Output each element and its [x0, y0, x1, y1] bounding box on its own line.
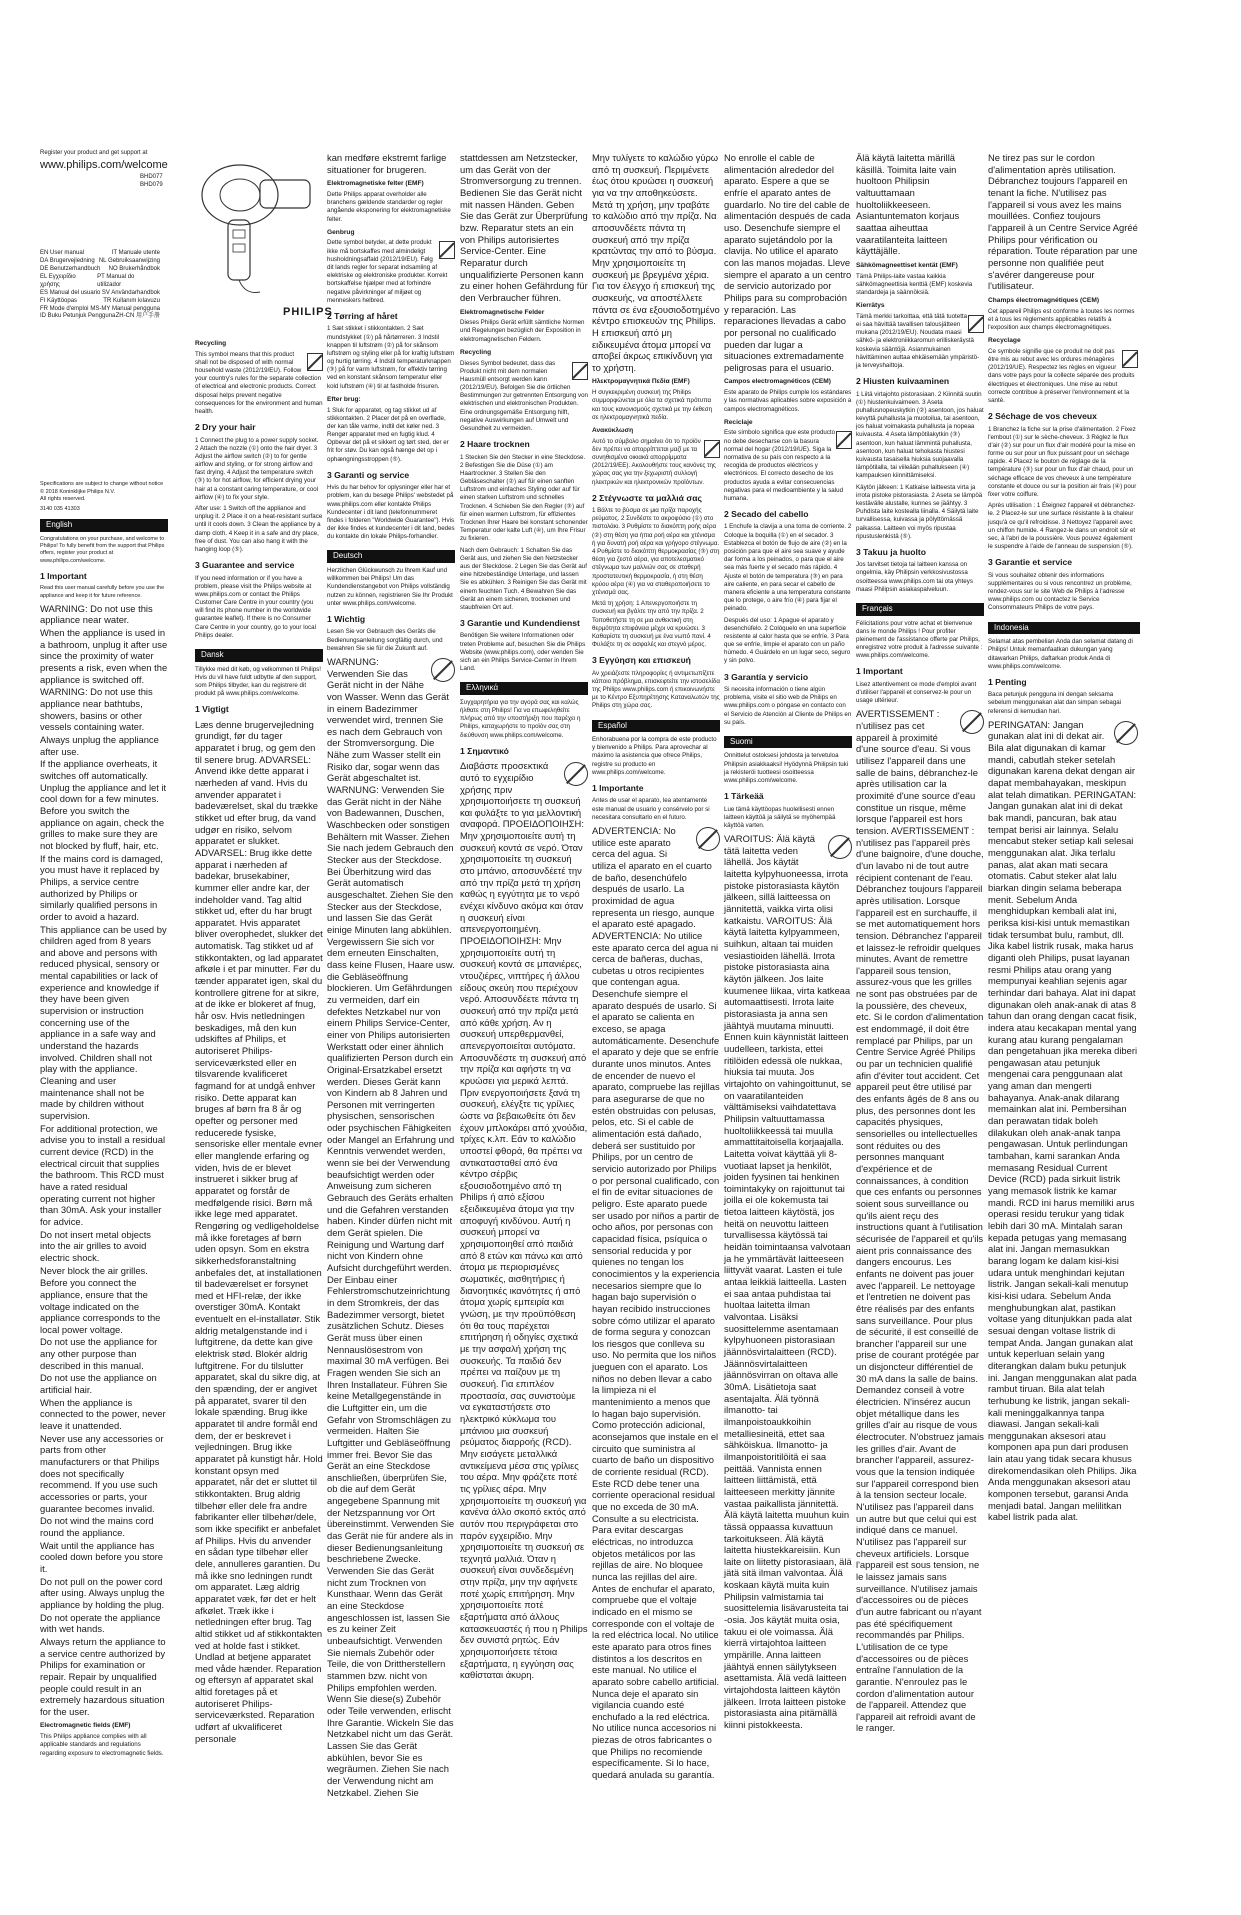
lang-tab-suomi: Suomi	[724, 736, 852, 749]
weee-bin-icon	[307, 353, 323, 371]
column-deutsch-greek: stattdessen am Netzstecker, um das Gerät von der Stromversorgung zu trennen. Bedienen Sie das Gerät nicht mit nassen Händen. Geben Sie das Gerät zur Überprüfung bzw. Reparatur stets an ein von Philips autorisiertes Service-Center. Eine Reparatur durch unqualifizierte Personen kann zu einer hohen Gefährdung für den Verbraucher führen. Elektromagnetische Felder Dieses Philips Gerät erfüllt sämtliche Normen und Regelungen bezüglich der Exposition in elektromagnetischen Feldern. Recycling Dieses Symbol bedeutet, dass das Produkt nicht mit dem normalen Hausmüll entsorgt werden kann (2012/19/EU). Befolgen Sie die örtlichen Bestimmungen zur getrennten Entsorgung von elektrischen und elektronischen Produkten. Eine ordnungsgemäße Entsorgung hilft, negative Auswirkungen auf Umwelt und Gesundheit zu vermeiden. 2 Haare trocknen 1 Stecken Sie den Stecker in eine Steckdose. 2 Befestigen Sie die Düse (①) am Haartrockner. 3 Stellen Sie den Gebläseschalter (②) auf für einen sanften Luftstrom und einfaches Styling oder auf für einen starken Luftstrom und schnelles Trocknen. 4 Schieben Sie den Regler (③) auf für einen warmen Luftstrom, für effizientes Trocknen Ihrer Haare bei konstant schonender Temperatur oder kalte Luft (④), um Ihre Frisur zu fixieren. Nach dem Gebrauch: 1 Schalten Sie das Gerät aus, und ziehen Sie den Netzstecker aus der Steckdose. 2 Legen Sie das Gerät auf eine hitzebeständige Unterlage, und lassen Sie es abkühlen. 3 Reinigen Sie das Gerät mit einem feuchten Tuch. 4 Bewahren Sie das Gerät an einem sicheren, trockenen und staubfreien Ort auf. 3 Garantie und Kundendienst Benötigen Sie weitere Informationen oder treten Probleme auf, besuchen Sie die Philips Website (www.philips.com), oder wenden Sie sich an ein Philips Service-Center in Ihrem Land. Ελληνικά Συγχαρητήρια για την αγορά σας και καλώς ήλθατε στη Philips! Για να επωφεληθείτε πλήρως από την υποστήριξη που παρέχει η Philips, καταχωρήστε το προϊόν σας στη διεύθυνση www.philips.com/welcome. 1 Σημαντικό Διαβάστε προσεκτικά αυτό το εγχειρίδιο χρήσης πριν χρησιμοποιήσετε τη συσκευή και φυλάξτε το για μελλοντική αναφορά. ΠΡΟΕΙΔΟΠΟΙΗΣΗ: Μην χρησιμοποιείτε αυτή τη συσκευή κοντά σε νερό. Όταν χρησιμοποιείτε τη συσκευή στο μπάνιο, αποσυνδέετέ την από την πρίζα μετά τη χρήση καθώς η εγγύτητα με το νερό ενέχει κίνδυνο ακόμα και όταν η συσκευή είναι απενεργοποιημένη. ΠΡΟΕΙΔΟΠΟΙΗΣΗ: Μην χρησιμοποιείτε αυτή τη συσκευή κοντά σε μπανιέρες, ντουζιέρες, νιπτήρες ή άλλου είδους σκεύη που περιέχουν νερό. Αποσυνδέετε πάντα τη συσκευή από την πρίζα μετά από κάθε χρήση. Αν η συσκευή υπερθερμανθεί, απενεργοποιείται αυτόματα. Αποσυνδέστε τη συσκευή από την πρίζα και αφήστε τη να κρυώσει για μερικά λεπτά. Πριν ενεργοποιήσετε ξανά τη συσκευή, ελέγξτε τις γρίλιες ώστε να βεβαιωθείτε ότι δεν έχουν μπλοκάρει από χνούδια, τρίχες κ.λπ. Εάν το καλώδιο υποστεί φθορά, θα πρέπει να αντικατασταθεί από ένα κέντρο σέρβις εξουσιοδοτημένο από τη Philips ή από εξίσου εξειδικευμένα άτομα για την αποφυγή κινδύνου. Αυτή η συσκευή μπορεί να χρησιμοποιηθεί από παιδιά από 8 ετών και πάνω και από άτομα με περιορισμένες σωματικές, αισθητήριες ή διανοητικές ικανότητες ή από άτομα χωρίς εμπειρία και γνώση, με την προϋπόθεση ότι θα τους παρέχεται επιτήρηση ή οδηγίες σχετικά με την ασφαλή χρήση της συσκευής. Τα παιδιά δεν πρέπει να παίζουν με τη συσκευή. Για επιπλέον προστασία, σας συνιστούμε να εγκαταστήσετε στο ηλεκτρικό κύκλωμα του μπάνιου μια συσκευή ρεύματος διαρροής (RCD). Μην εισάγετε μεταλλικά αντικείμενα μέσα στις γρίλιες του αέρα. Μην φράζετε ποτέ τις γρίλιες αέρα. Μην χρησιμοποιείτε τη συσκευή για κανένα άλλο σκοπό εκτός από αυτόν που περιγράφεται στο παρόν εγχειρίδιο. Μην χρησιμοποιείτε τη συσκευή σε τεχνητά μαλλιά. Όταν η συσκευή είναι συνδεδεμένη στην πρίζα, μην την αφήνετε ποτέ χωρίς επιτήρηση. Μην χρησιμοποιείτε ποτέ εξαρτήματα από άλλους κατασκευαστές ή που η Philips δεν συνιστά ρητώς. Εάν χρησιμοποιήσετε τέτοια εξαρτήματα, η εγγύηση σας καθίσταται άκυρη.	[460, 152, 588, 1681]
lang-tab-dansk: Dansk	[195, 649, 323, 662]
register-text: Register your product and get support at	[40, 150, 148, 156]
lang-tab-francais: Français	[856, 603, 984, 616]
no-water-icon	[431, 658, 455, 682]
no-water-icon	[696, 827, 720, 851]
section-heading: 1 Important	[40, 570, 87, 581]
welcome-url[interactable]: www.philips.com/welcome	[40, 158, 168, 171]
column-english: Register your product and get support at www.philips.com/welcome BHD077 BHD079 EN User manual IT Manuale utente DA Brugervejledning NL Gebruiksaanwijzing DE Benutzerhandbuch NO Brukerhåndbok EL Εγχειρίδιο χρήσης PT Manual do utilizador ES Manual del usuario SV Användarhandbok FI Käyttöopas TR Kullanım kılavuzu FR Mode d'emploi MS-MY Manual pengguna ID Buku Petunjuk Pengguna ZH-CN 用户手册 Specifications are subject to change without notice © 2018 Koninklijke Philips N.V. All rights reserved. 3140 035 41303 English Congratulations on your purchase, and welcome to Philips! To fully benefit from the support that Philips offers, register your product at www.philips.com/welcome. 1 Important Read this user manual carefully before you use the appliance and keep it for future reference. WARNING: Do not use this appliance near water. When the appliance is used in a bathroom, unplug it after use since the proximity of water presents a risk, even when the appliance is switched off. WARNING: Do not use this appliance near bathtubs, showers, basins or other vessels containing water. Always unplug the appliance after use. If the appliance overheats, it switches off automatically. Unplug the appliance and let it cool down for a few minutes. Before you switch the appliance on again, check the grilles to make sure they are not blocked by fluff, hair, etc. If the mains cord is damaged, you must have it replaced by Philips, a service centre authorized by Philips or similarly qualified persons in order to avoid a hazard. This appliance can be used by children aged from 8 years and above and persons with reduced physical, sensory or mental capabilities or lack of experience and knowledge if they have been given supervision or instruction concerning use of the appliance in a safe way and understand the hazards involved. Children shall not play with the appliance. Cleaning and user maintenance shall not be made by children without supervision. For additional protection, we advise you to install a residual current device (RCD) in the electrical circuit that supplies the bathroom. This RCD must have a rated residual operating current not higher than 30mA. Ask your installer for advice. Do not insert metal objects into the air grilles to avoid electric shock. Never block the air grilles. Before you connect the appliance, ensure that the voltage indicated on the appliance corresponds to the local power voltage. Do not use the appliance for any other purpose than described in this manual. Do not use the appliance on artificial hair. When the appliance is connected to the power, never leave it unattended. Never use any accessories or parts from other manufacturers or that Philips does not specifically recommend. If you use such accessories or parts, your guarantee becomes invalid. Do not wind the mains cord round the appliance. Wait until the appliance has cooled down before you store it. Do not pull on the power cord after using. Always unplug the appliance by holding the plug. Do not operate the appliance with wet hands. Always return the appliance to a service centre authorized by Philips for examination or repair. Repair by unqualified people could result in an extremely hazardous situation for the user. Electromagnetic fields (EMF) This Philips appliance complies with all applicable standards and regulations regarding exposure to electromagnetic fields.	[40, 150, 168, 1757]
model-number: BHD079	[140, 182, 163, 189]
column-finnish-french: Älä käytä laitetta märillä käsillä. Toimita laite vain huoltoon Philipsin valtuuttamaan huoltoliikkeeseen. Asiantuntematon korjaus saattaa aiheuttaa vaaratilanteita laitteen käyttäjälle. Sähkömagneettiset kentät (EMF) Tämä Philips-laite vastaa kaikkia sähkömagneettisia kenttiä (EMF) koskevia standardeja ja säännöksiä. Kierrätys Tämä merkki tarkoittaa, että tätä tuotetta ei saa hävittää tavallisen talousjätteen mukana (2012/19/EU). Noudata maasi sähkö- ja elektroniikkaromun erilliskeräystä koskevia sääntöjä. Asianmukainen hävittäminen auttaa ehkäisemään ympäristö- ja terveyshaittoja. 2 Hiusten kuivaaminen 1 Liitä virtajohto pistorasiaan. 2 Kiinnitä suutin (①) hiustenkuivaimeen. 3 Aseta puhallusnopeuskytkin (②) asentoon, jos haluat kevyttä puhallusta ja muotoilua, tai asentoon, jos haluat voimakasta puhallusta ja nopeaa kuivausta. 4 Aseta lämpötilakytkin (③) asentoon, kun haluat lämmintä puhallusta, asentoon, kun haluat tehokasta hiustesi kuivausta tasaisella hiuksia suojaavalla lämpötilalla, tai viileään puhallukseen (④) kampauksen kiinnittämiseksi. Käytön jälkeen: 1 Katkaise laitteesta virta ja irrota pistoke pistorasiasta. 2 Aseta se lämpöä kestävälle alustalle, kunnes se jäähtyy. 3 Puhdista laite kostealla liinalla. 4 Säilytä laite turvallisessa, kuivassa ja pölyttömässä paikassa. Laitteen voi myös ripustaa ripustuslenkistä (⑤). 3 Takuu ja huolto Jos tarvitset tietoja tai laitteen kanssa on ongelmia, käy Philipsin verkkosivustossa osoitteessa www.philips.com tai ota yhteys maasi Philipsin asiakaspalveluun. Français Félicitations pour votre achat et bienvenue dans le monde Philips ! Pour profiter pleinement de l'assistance offerte par Philips, enregistrez votre produit à l'adresse suivante : www.philips.com/welcome. 1 Important Lisez attentivement ce mode d'emploi avant d'utiliser l'appareil et conservez-le pour un usage ultérieur. AVERTISSEMENT : n'utilisez pas cet appareil à proximité d'une source d'eau. Si vous utilisez l'appareil dans une salle de bains, débranchez-le après utilisation car la proximité d'une source d'eau constitue un risque, même lorsque l'appareil est hors tension. AVERTISSEMENT : n'utilisez pas l'appareil près d'une baignoire, d'une douche, d'un lavabo ni de tout autre récipient contenant de l'eau. Débranchez toujours l'appareil après utilisation. Lorsque l'appareil est en surchauffe, il se met automatiquement hors tension. Débranchez l'appareil et laissez-le refroidir quelques minutes. Avant de remettre l'appareil sous tension, assurez-vous que les grilles ne sont pas obstruées par de la poussière, des cheveux, etc. Si le cordon d'alimentation est endommagé, il doit être remplacé par Philips, par un Centre Service Agréé Philips ou par un technicien qualifié afin d'éviter tout accident. Cet appareil peut être utilisé par des enfants âgés de 8 ans ou plus, des personnes dont les capacités physiques, sensorielles ou intellectuelles sont réduites ou des personnes manquant d'expérience et de connaissances, à condition que ces enfants ou personnes soient sous surveillance ou qu'ils aient reçu des instructions quant à l'utilisation sécurisée de l'appareil et qu'ils aient pris connaissance des dangers encourus. Les enfants ne doivent pas jouer avec l'appareil. Le nettoyage et l'entretien ne doivent pas être réalisés par des enfants sans surveillance. Pour plus de sécurité, il est conseillé de brancher l'appareil sur une prise de courant protégée par un disjoncteur différentiel de 30 mA dans la salle de bains. Demandez conseil à votre électricien. N'insérez aucun objet métallique dans les grilles d'air au risque de vous électrocuter. N'obstruez jamais les grilles d'air. Avant de brancher l'appareil, assurez-vous que la tension indiquée sur l'appareil correspond bien à la tension secteur locale. N'utilisez pas l'appareil dans un autre but que celui qui est indiqué dans ce manuel. N'utilisez pas l'appareil sur cheveux artificiels. Lorsque l'appareil est sous tension, ne le laissez jamais sans surveillance. N'utilisez jamais d'accessoires ou de pièces d'un autre fabricant ou n'ayant pas été spécifiquement recommandés par Philips. L'utilisation de ce type d'accessoires ou de pièces entraîne l'annulation de la garantie. N'enroulez pas le cordon d'alimentation autour de l'appareil. Attendez que l'appareil ait refroidi avant de le ranger.	[856, 152, 984, 1734]
language-index: EN User manual IT Manuale utente DA Brugervejledning NL Gebruiksaanwijzing DE Benutzerhandbuch NO Brukerhåndbok EL Εγχειρίδιο χρήσης PT Manual do utilizador ES Manual del usuario SV Användarhandbok FI Käyttöopas TR Kullanım kılavuzu FR Mode d'emploi MS-MY Manual pengguna ID Buku Petunjuk Pengguna ZH-CN 用户手册	[40, 250, 160, 320]
weee-bin-icon	[572, 362, 588, 380]
column-greek-spanish: Μην τυλίγετε το καλώδιο γύρω από τη συσκευή. Περιμένετε έως ότου κρυώσει η συσκευή για να την αποθηκεύσετε. Μετά τη χρήση, μην τραβάτε το καλώδιο από την πρίζα. Να αποσυνδέετε πάντα τη συσκευή από την πρίζα κρατώντας την από το βύσμα. Μην χρησιμοποιείτε τη συσκευή με βρεγμένα χέρια. Για τον έλεγχο ή επισκευή της συσκευής, να αποστέλλετε πάντα σε ένα εξουσιοδοτημένο κέντρο επισκευών της Philips. Η επισκευή από μη ειδικευμένα άτομα μπορεί να αποβεί άκρως επικίνδυνη για το χρήστη. Ηλεκτρομαγνητικά Πεδία (EMF) Η συγκεκριμένη συσκευή της Philips συμμορφώνεται με όλα τα σχετικά πρότυπα και τους κανονισμούς σχετικά με την έκθεση σε ηλεκτρομαγνητικά πεδία. Ανακύκλωση Αυτό το σύμβολο σημαίνει ότι το προϊόν δεν πρέπει να απορρίπτεται μαζί με τα συνηθισμένα οικιακά απορρίμματα (2012/19/ΕΕ). Ακολουθήστε τους κανόνες της χώρας σας για την ξεχωριστή συλλογή ηλεκτρικών και ηλεκτρονικών προϊόντων. 2 Στέγνωστε τα μαλλιά σας 1 Βάλτε το βύσμα σε μια πρίζα παροχής ρεύματος. 2 Συνδέστε το ακροφύσιο (①) στο πιστολάκι. 3 Ρυθμίστε το διακόπτη ροής αέρα (②) στη θέση για ήπια ροή αέρα και χτένισμα ή για δυνατή ροή αέρα και γρήγορο στέγνωμα. 4 Ρυθμίστε το διακόπτη θερμοκρασίας (③) στη θέση για ζεστό αέρα, για αποτελεσματικό στέγνωμα των μαλλιών σας σε σταθερή προστατευτική θερμοκρασία, ή στη θέση κρύου αέρα (④) για να σταθεροποιήσετε το χτένισμά σας. Μετά τη χρήση: 1 Απενεργοποιήστε τη συσκευή και βγάλτε την από την πρίζα. 2 Τοποθετήστε τη σε μια ανθεκτική στη θερμότητα επιφάνεια μέχρι να κρυώσει. 3 Καθαρίστε τη συσκευή με ένα νωπό πανί. 4 Φυλάξτε τη σε ασφαλές και στεγνό μέρος. 3 Εγγύηση και επισκευή Αν χρειάζεστε πληροφορίες ή αντιμετωπίζετε κάποιο πρόβλημα, επισκεφτείτε την ιστοσελίδα της Philips www.philips.com ή επικοινωνήστε με το Κέντρο Εξυπηρέτησης Καταναλωτών της Philips στη χώρα σας. Español Enhorabuena por la compra de este producto y bienvenido a Philips. Para aprovechar al máximo la asistencia que ofrece Philips, registre su producto en www.philips.com/welcome. 1 Importante Antes de usar el aparato, lea atentamente este manual de usuario y consérvelo por si necesitara consultarlo en el futuro. ADVERTENCIA: No utilice este aparato cerca del agua. Si utiliza el aparato en el cuarto de baño, desenchúfelo después de usarlo. La proximidad de agua representa un riesgo, aunque el aparato esté apagado. ADVERTENCIA: No utilice este aparato cerca del agua ni cerca de bañeras, duchas, cubetas u otros recipientes que contengan agua. Desenchufe siempre el aparato después de usarlo. Si el aparato se calienta en exceso, se apaga automáticamente. Desenchufe el aparato y deje que se enfríe durante unos minutos. Antes de encender de nuevo el aparato, compruebe las rejillas para asegurarse de que no estén obstruidas con pelusas, pelos, etc. Si el cable de alimentación está dañado, deberá ser sustituido por Philips, por un centro de servicio autorizado por Philips o por personal cualificado, con el fin de evitar situaciones de peligro. Este aparato puede ser usado por niños a partir de ocho años, por personas con capacidad física, psíquica o sensorial reducida y por quienes no tengan los conocimientos y la experiencia necesarios siempre que lo hagan bajo supervisión o hayan recibido instrucciones sobre cómo utilizar el aparato de forma segura y conozcan los riesgos que conlleva su uso. No permita que los niños jueguen con el aparato. Los niños no deben llevar a cabo la limpieza ni el mantenimiento a menos que lo hagan bajo supervisión. Como protección adicional, aconsejamos que instale en el circuito que suministra al cuarto de baño un dispositivo de corriente residual (RCD). Este RCD debe tener una corriente operacional residual que no exceda de 30 mA. Consulte a su electricista. Para evitar descargas eléctricas, no introduzca objetos metálicos por las rejillas de aire. No bloquee nunca las rejillas del aire. Antes de enchufar el aparato, compruebe que el voltaje indicado en el mismo se corresponde con el voltaje de la red eléctrica local. No utilice este aparato para otros fines distintos a los descritos en este manual. No utilice el aparato sobre cabello artificial. Nunca deje el aparato sin vigilancia cuando esté enchufado a la red eléctrica. No utilice nunca accesorios ni piezas de otros fabricantes o que Philips no recomiende específicamente. Si lo hace, quedará anulada su garantía.	[592, 152, 720, 1781]
column-dansk-deutsch: kan medføre ekstremt farlige situationer for brugeren. Elektromagnetiske felter (EMF) Dette Philips apparat overholder alle branchens gældende standarder og regler angående eksponering for elektromagnetiske felter. Genbrug Dette symbol betyder, at dette produkt ikke må bortskaffes med almindeligt husholdningsaffald (2012/19/EU). Følg dit lands regler for separat indsamling af elektriske og elektroniske produkter. Korrekt bortskaffelse hjælper med at forhindre negative påvirkninger af miljøet og menneskers helbred. 2 Tørring af håret 1 Sæt stikket i stikkontakten. 2 Sæt mundstykket (①) på hårtørreren. 3 Indstil knappen til luftstrøm (②) på for skånsom luftstrøm og styling eller på for kraftig luftstrøm og hurtig tørring. 4 Indstil temperaturknappen (③) på for varm luftstrøm, for effektiv tørring ved en konstant skånsom temperatur eller kold luftstrøm (④) til at fastholde frisuren. Efter brug: 1 Sluk for apparatet, og tag stikket ud af stikkontakten. 2 Placer det på en overflade, der kan tåle varme, indtil det køler ned. 3 Rengør apparatet med en fugtig klud. 4 Opbevar det på et sikkert og tørt sted, der er frit for støv. Du kan også hænge det op i ophængningsstroppen (⑤). 3 Garanti og service Hvis du har behov for oplysninger eller har et problem, kan du besøge Philips' webstedet på www.philips.com eller kontakte Philips Kundecenter i dit land (telefonnummeret findes i folderen "Worldwide Guarantee"). Hvis der ikke findes et kundecenter i dit land, bedes du kontakte din lokale Philips-forhandler. Deutsch Herzlichen Glückwunsch zu Ihrem Kauf und willkommen bei Philips! Um das Kundendienstangebot von Philips vollständig nutzen zu können, registrieren Sie Ihr Produkt unter www.philips.com/welcome. 1 Wichtig Lesen Sie vor Gebrauch des Geräts die Bedienungsanleitung sorgfältig durch, und bewahren Sie sie für die Zukunft auf. WARNUNG: Verwenden Sie das Gerät nicht in der Nähe von Wasser. Wenn das Gerät in einem Badezimmer verwendet wird, trennen Sie es nach dem Gebrauch von der Stromversorgung. Die Nähe zum Wasser stellt ein Risiko dar, sogar wenn das Gerät abgeschaltet ist. WARNUNG: Verwenden Sie das Gerät nicht in der Nähe von Badewannen, Duschen, Waschbecken oder sonstigen Behältern mit Wasser. Ziehen Sie nach jedem Gebrauch den Stecker aus der Steckdose. Bei Überhitzung wird das Gerät automatisch ausgeschaltet. Ziehen Sie den Stecker aus der Steckdose, und lassen Sie das Gerät einige Minuten lang abkühlen. Vergewissern Sie sich vor dem erneuten Einschalten, dass keine Flusen, Haare usw. die Gebläseöffnung blockieren. Um Gefährdungen zu vermeiden, darf ein defektes Netzkabel nur von einem Philips Service-Center, einer von Philips autorisierten Werkstatt oder einer ähnlich qualifizierten Person durch ein Original-Ersatzkabel ersetzt werden. Dieses Gerät kann von Kindern ab 8 Jahren und Personen mit verringerten physischen, sensorischen oder psychischen Fähigkeiten oder Mangel an Erfahrung und Kenntnis verwendet werden, wenn sie bei der Verwendung beaufsichtigt werden oder Anweisung zum sicheren Gebrauch des Geräts erhalten und die Gefahren verstanden haben. Kinder dürfen nicht mit dem Gerät spielen. Die Reinigung und Wartung darf nicht von Kindern ohne Aufsicht durchgeführt werden. Der Einbau einer Fehlerstromschutzeinrichtung in dem Stromkreis, der das Badezimmer versorgt, bietet zusätzlichen Schutz. Dieses Gerät muss über einen Nennauslösestrom von maximal 30 mA verfügen. Bei Fragen wenden Sie sich an Ihren Installateur. Führen Sie keine Metallgegenstände in die Luftgitter ein, um die Gefahr von Stromschlägen zu vermeiden. Halten Sie Luftgitter und Gebläseöffnung immer frei. Bevor Sie das Gerät an eine Steckdose anschließen, überprüfen Sie, ob die auf dem Gerät angegebene Spannung mit der Netzspannung vor Ort übereinstimmt. Verwenden Sie das Gerät nie für andere als in dieser Bedienungsanleitung beschriebene Zwecke. Verwenden Sie das Gerät nicht zum Trocknen von Kunsthaar. Wenn das Gerät an eine Steckdose angeschlossen ist, lassen Sie es zu keiner Zeit unbeaufsichtigt. Verwenden Sie niemals Zubehör oder Teile, die von Drittherstellern stammen bzw. nicht von Philips empfohlen werden. Wenn Sie diese(s) Zubehör oder Teile verwenden, erlischt Ihre Garantie. Wickeln Sie das Netzkabel nicht um das Gerät. Lassen Sie das Gerät abkühlen, bevor Sie es wegräumen. Ziehen Sie nach der Verwendung nicht am Netzkabel. Ziehen Sie	[327, 152, 455, 1798]
hair-dryer-illustration	[200, 160, 320, 320]
weee-bin-icon	[439, 241, 455, 259]
lang-tab-english: English	[40, 519, 168, 532]
weee-bin-icon	[704, 440, 720, 458]
lang-tab-greek: Ελληνικά	[460, 682, 588, 695]
lang-tab-deutsch: Deutsch	[327, 550, 455, 563]
lang-tab-espanol: Español	[592, 720, 720, 733]
column-french-indonesian: Ne tirez pas sur le cordon d'alimentation après utilisation. Débranchez toujours l'appareil en tenant la fiche. N'utilisez pas l'appareil si vous avez les mains mouillées. Confiez toujours l'appareil à un Centre Service Agréé Philips pour vérification ou réparation. Toute réparation par une personne non qualifiée peut s'avérer dangereuse pour l'utilisateur. Champs électromagnétiques (CEM) Cet appareil Philips est conforme à toutes les normes et à tous les règlements applicables relatifs à l'exposition aux champs électromagnétiques. Recyclage Ce symbole signifie que ce produit ne doit pas être mis au rebut avec les ordures ménagères (2012/19/UE). Respectez les règles en vigueur dans votre pays pour la collecte séparée des produits électriques et électroniques. Une mise au rebut correcte contribue à préserver l'environnement et la santé. 2 Séchage de vos cheveux 1 Branchez la fiche sur la prise d'alimentation. 2 Fixez l'embout (①) sur le sèche-cheveux. 3 Réglez le flux d'air (②) sur pour un flux d'air modéré pour la mise en forme ou sur pour un flux puissant pour un séchage rapide. 4 Placez le bouton de réglage de la température (③) sur pour un flux d'air chaud, pour un séchage efficace de vos cheveux à une température constante et douce ou sur la position air frais (④) pour fixer votre coiffure. Après utilisation : 1 Éteignez l'appareil et débranchez-le. 2 Placez-le sur une surface résistante à la chaleur jusqu'à ce qu'il refroidisse. 3 Nettoyez l'appareil avec un chiffon humide. 4 Rangez-le dans un endroit sûr et sec, à l'abri de la poussière. Vous pouvez également le suspendre à l'aide de l'anneau de suspension (⑤). 3 Garantie et service Si vous souhaitez obtenir des informations supplémentaires ou si vous rencontrez un problème, rendez-vous sur le site Web de Philips à l'adresse www.philips.com ou contactez le Service Consommateurs Philips de votre pays. Indonesia Selamat atas pembelian Anda dan selamat datang di Philips! Untuk memanfaatkan dukungan yang ditawarkan Philips, daftarkan produk Anda di www.philips.com/welcome. 1 Penting Baca petunjuk pengguna ini dengan seksama sebelum menggunakan alat dan simpan sebagai referensi di kemudian hari. PERINGATAN: Jangan gunakan alat ini di dekat air. Bila alat digunakan di kamar mandi, cabutlah steker setelah digunakan karena dekat dengan air dapat membahayakan, meskipun alat telah dimatikan. PERINGATAN: Jangan gunakan alat ini di dekat bak mandi, pancuran, bak atau tempat berisi air lainnya. Selalu mencabut steker setiap kali selesai menggunakan alat. Jika terlalu panas, alat akan mati secara otomatis. Cabut steker alat lalu biarkan dingin selama beberapa menit. Sebelum Anda menghidupkan kembali alat ini, periksa kisi-kisi untuk memastikan tidak tersumbat bulu, rambut, dll. Jika kabel listrik rusak, maka harus diganti oleh Philips, pusat layanan resmi Philips atau orang yang mempunyai keahlian sejenis agar terhindar dari bahaya. Alat ini dapat digunakan oleh anak-anak di atas 8 tahun dan orang dengan cacat fisik, indera atau kecakapan mental yang kurang atau kurang pengalaman dan pengetahuan jika mereka diberi pengawasan atau petunjuk mengenai cara penggunaan alat yang aman dan mengerti bahayanya. Anak-anak dilarang memainkan alat ini. Pembersihan dan perawatan tidak boleh dilakukan oleh anak-anak tanpa pengawasan. Untuk perlindungan tambahan, kami sarankan Anda memasang Residual Current Device (RCD) pada sirkuit listrik yang memasok listrik ke kamar mandi. RCD ini harus memiliki arus operasi residu terukur yang tidak lebih dari 30 mA. Mintalah saran kepada petugas yang memasang alat ini. Jangan memasukkan barang logam ke dalam kisi-kisi udara untuk menghindari kejutan listrik. Jangan sekali-kali menutup kisi-kisi udara. Sebelum Anda menghubungkan alat, pastikan voltase yang ditunjukkan pada alat sesuai dengan voltase listrik di tempat Anda. Jangan gunakan alat untuk keperluan selain yang diterangkan dalam buku petunjuk ini. Jangan menggunakan alat pada rambut tiruan. Bila alat telah terhubung ke listrik, jangan sekali-kali meninggalkannya tanpa diawasi. Jangan sekali-kali menggunakan aksesori atau komponen apa pun dari produsen lain atau yang tidak secara khusus direkomendasikan oleh Philips. Jika Anda menggunakan aksesori atau komponen tersebut, garansi Anda menjadi batal. Jangan melilitkan kabel listrik pada alat.	[988, 152, 1138, 1732]
warning-list: WARNING: Do not use this appliance near water. When the appliance is used in a bathroom, unplug it after use since the proximity of water presents a risk, even when the appliance is switched off. WARNING: Do not use this appliance near bathtubs, showers, basins or other vessels containing water. Always unplug the appliance after use. If the appliance overheats, it switches off automatically. Unplug the appliance and let it cool down for a few minutes. Before you switch the appliance on again, check the grilles to make sure they are not blocked by fluff, hair, etc. If the mains cord is damaged, you must have it replaced by Philips, a service centre authorized by Philips or similarly qualified persons in order to avoid a hazard. This appliance can be used by children aged from 8 years and above and persons with reduced physical, sensory or mental capabilities or lack of experience and knowledge if they have been given supervision or instruction concerning use of the appliance in a safe way and understand the hazards involved. Children shall not play with the appliance. Cleaning and user maintenance shall not be made by children without supervision. For additional protection, we advise you to install a residual current device (RCD) in the electrical circuit that supplies the bathroom. This RCD must have a rated residual operating current not higher than 30mA. Ask your installer for advice. Do not insert metal objects into the air grilles to avoid electric shock. Never block the air grilles. Before you connect the appliance, ensure that the voltage indicated on the appliance corresponds to the local power voltage. Do not use the appliance for any other purpose than described in this manual. Do not use the appliance on artificial hair. When the appliance is connected to the power, never leave it unattended. Never use any accessories or parts from other manufacturers or that Philips does not specifically recommend. If you use such accessories or parts, your guarantee becomes invalid. Do not wind the mains cord round the appliance. Wait until the appliance has cooled down before you store it. Do not pull on the power cord after using. Always unplug the appliance by holding the plug. Do not operate the appliance with wet hands. Always return the appliance to a service centre authorized by Philips for examination or repair. Repair by unqualified people could result in an extremely hazardous situation for the user.	[40, 602, 168, 1717]
weee-bin-icon	[968, 315, 984, 333]
philips-logo: PHILIPS	[283, 306, 333, 318]
column-spanish-finnish: No enrolle el cable de alimentación alrededor del aparato. Espere a que se enfríe el aparato antes de guardarlo. No tire del cable de alimentación después de cada uso. Desenchufe siempre el aparato sujetándolo por la clavija. No utilice el aparato con las manos mojadas. Lleve siempre el aparato a un centro de servicio autorizado por Philips para su comprobación y reparación. Las reparaciones llevadas a cabo por personal no cualificado pueden dar lugar a situaciones extremadamente peligrosas para el usuario. Campos electromagnéticos (CEM) Este aparato de Philips cumple los estándares y las normativas aplicables sobre exposición a campos electromagnéticos. Reciclaje Este símbolo significa que este producto no debe desecharse con la basura normal del hogar (2012/19/UE). Siga la normativa de su país con respecto a la recogida de productos eléctricos y electrónicos. El correcto desecho de los productos ayuda a evitar consecuencias negativas para el medioambiente y la salud humana. 2 Secado del cabello 1 Enchufe la clavija a una toma de corriente. 2 Coloque la boquilla (①) en el secador. 3 Establezca el botón de flujo de aire (②) en la posición para que el aire sea suave y ayude dar forma a los peinados, o para que el aire sea más fuerte y el secado más rápido. 4 Ajuste el botón de temperatura (③) en para aire caliente, en para secar el cabello de manera eficiente a una temperatura constante que lo protege, o aire frío (④) para fijar el peinado. Después del uso: 1 Apague el aparato y desenchúfelo. 2 Colóquelo en una superficie resistente al calor hasta que se enfríe. 3 Para que se enfríe, limpie el aparato con un paño húmedo. 4 Guárdelo en un lugar seco, seguro y sin polvo. 3 Garantía y servicio Si necesita información o tiene algún problema, visite el sitio web de Philips en www.philips.com o póngase en contacto con el Servicio de Atención al Cliente de Philips en su país. Suomi Onnittelut ostoksesi johdosta ja tervetuloa Philipsin asiakkaaksi! Hyödynnä Philipsin tuki ja rekisteröi tuotteesi osoitteessa www.philips.com/welcome. 1 Tärkeää Lue tämä käyttöopas huolellisesti ennen laitteen käyttöä ja säilytä se myöhempää käyttöä varten. VAROITUS: Älä käytä tätä laitetta veden lähellä. Jos käytät laitetta kylpyhuoneessa, irrota pistoke pistorasiasta käytön jälkeen, sillä laitteessa on jännitettä, vaikka virta olisi katkaistu. VAROITUS: Älä käytä laitetta kylpyammeen, suihkun, altaan tai muiden vesiastioiden lähellä. Irrota pistoke pistorasiasta aina käytön jälkeen. Jos laite kuumenee liikaa, virta katkeaa automaattisesti. Irrota laite pistorasiasta ja anna sen jäähtyä muutama minuutti. Ennen kuin käynnistät laitteen uudelleen, tarkista, ettei ritilöiden edessä ole nukkaa, hiuksia tai muuta. Jos virtajohto on vahingoittunut, se on vaaratilanteiden välttämiseksi vaihdatettava Philipsin valtuuttamassa huoltoliikkeessä tai muulla ammattitaitoisella korjaajalla. Laitetta voivat käyttää yli 8-vuotiaat lapset ja henkilöt, joiden fyysinen tai henkinen toimintakyky on rajoittunut tai joilla ei ole kokemusta tai tietoa laitteen käytöstä, jos heitä on neuvottu laitteen turvallisessa käytössä tai heidän toimintaansa valvotaan ja he ymmärtävät laitteeseen liittyvät vaarat. Lasten ei tule antaa leikkiä laitteella. Lasten ei saa antaa puhdistaa tai huoltaa laitetta ilman valvontaa. Lisäksi suosittelemme asentamaan kylpyhuoneen pistorasiaan jäännösvirtalaitteen (RCD). Jäännösvirtalaitteen jäännösvirran on oltava alle 30mA. Lisätietoja saat asentajalta. Älä työnnä ilmanotto- tai ilmanpoistoaukkoihin metalliesineitä, ettet saa sähköiskua. Ilmanotto- ja ilmanpoistoritilöitä ei saa peittää. Vannista ennen laitteen liittämistä, että laitteeseen merkitty jännite vastaa paikallista jännitettä. Älä käytä laitetta muuhun kuin tässä oppaassa kuvattuun tarkoitukseen. Älä käytä laitetta hiustekkareisiin. Kun laite on liitetty pistorasiaan, älä jätä sitä ilman valvontaa. Älä koskaan käytä muita kuin Philipsin valmistamia tai suosittelemia lisävarusteita tai -osia. Jos käytät muita osia, takuu ei ole voimassa. Älä kierrä virtajohtoa laitteen ympärille. Anna laitteen jäähtyä ennen säilytykseen asettamista. Älä vedä laitteen virtajohdosta laitteen käytön jälkeen. Irrota laitteen pistoke pistorasiasta aina pitämällä kiinni pistokkeesta.	[724, 152, 852, 1731]
model-number: BHD077	[140, 174, 163, 181]
weee-bin-icon	[1122, 350, 1138, 368]
no-water-icon	[1114, 721, 1138, 745]
spec-block: Specifications are subject to change without notice © 2018 Koninklijke Philips N.V. All rights reserved. 3140 035 41303	[40, 481, 164, 513]
column-english-cont: Recycling This symbol means that this product shall not be disposed of with normal household waste (2012/19/EU). Follow your country's rules for the separate collection of electrical and electronic products. Correct disposal helps prevent negative consequences for the environment and human health. 2 Dry your hair 1 Connect the plug to a power supply socket. 2 Attach the nozzle (①) onto the hair dryer. 3 Adjust the airflow switch (②) to for gentle airflow and styling, or for strong airflow and fast drying. 4 Adjust the temperature switch (③) to for hot airflow, for efficient drying your hair at a constant caring temperature, or cool airflow (④) to fix your style. After use: 1 Switch off the appliance and unplug it. 2 Place it on a heat-resistant surface until it cools down. 3 Clean the appliance by a damp cloth. 4 Keep it in a safe and dry place, free of dust. You can also hang it with the hanging loop (⑤). 3 Guarantee and service If you need information or if you have a problem, please visit the Philips website at www.philips.com or contact the Philips Customer Care Centre in your country (you will find its phone number in the worldwide guarantee leaflet). If there is no Consumer Care Centre in your country, go to your local Philips dealer. Dansk Tillykke med dit køb, og velkommen til Philips! Hvis du vil have fuldt udbytte af den support, som Philips tilbyder, kan du registrere dit produkt på www.philips.com/welcome. 1 Vigtigt Læs denne brugervejledning grundigt, før du tager apparatet i brug, og gem den til senere brug. ADVARSEL: Anvend ikke dette apparat i nærheden af vand. Hvis du anvender apparatet i badeværelset, skal du trække stikket ud efter brug, da vand udgør en risiko, selvom apparatet er slukket. ADVARSEL: Brug ikke dette apparat i nærheden af badekar, brusekabiner, kummer eller andre kar, der indeholder vand. Tag altid stikket ud, efter du har brugt apparatet. Hvis apparatet bliver overophedet, slukker det automatisk. Tag stikket ud af stikkontakten, og lad apparatet afkøle i et par minutter. Før du tænder apparatet igen, skal du kontrollere gitrene for at sikre, at de ikke er blokeret af fnug, hår osv. Hvis netledningen beskadiges, må den kun udskiftes af Philips, et autoriseret Philips-serviceværksted eller en tilsvarende kvalificeret fagmand for at undgå enhver risiko. Dette apparat kan bruges af børn fra 8 år og opefter og personer med reducerede fysiske, sensoriske eller mentale evner eller manglende erfaring og viden, hvis de er blevet instrueret i sikker brug af apparatet og forstår de medfølgende risici. Børn må ikke lege med apparatet. Rengøring og vedligeholdelse må ikke foretages af børn uden opsyn. Som en ekstra sikkerhedsforanstaltning anbefales det, at installationen til badeværelset er forsynet med et HFI-relæ, der ikke overstiger 30mA. Kontakt eventuelt en el-installatør. Stik aldrig metalgenstande ind i luftgitrene, da dette kan give elektrisk stød. Blokér aldrig luftgitrene. For du tilslutter apparatet, skal du sikre dig, at den spænding, der er angivet på apparatet, svarer til den lokale spænding. Brug ikke apparatet til andre formål end dem, der er beskrevet i vejledningen. Brug ikke apparatet på kunstigt hår. Hold konstant opsyn med apparatet, når det er sluttet til stikkontakten. Brug aldrig tilbehør eller dele fra andre fabrikanter eller tilbehør/dele, som ikke specifikt er anbefalet af Philips. Hvis du anvender en sådan type tilbehør eller dele, annulleres garantien. Du må ikke sno ledningen rundt om apparatet. Læg aldrig apparatet væk, før det er helt afkølet. Træk ikke i netledningen efter brug. Tag altid stikket ud af stikkontakten ved at holde fast i stikket. Undlad at betjene apparatet med våde hænder. Reparation og eftersyn af apparatet skal altid foretages på et autoriseret Philips-serviceværksted. Reparation udført af ukvalificeret personale	[195, 340, 323, 1744]
lang-tab-indonesia: Indonesia	[988, 622, 1140, 635]
no-water-icon	[828, 835, 852, 859]
weee-bin-icon	[836, 431, 852, 449]
